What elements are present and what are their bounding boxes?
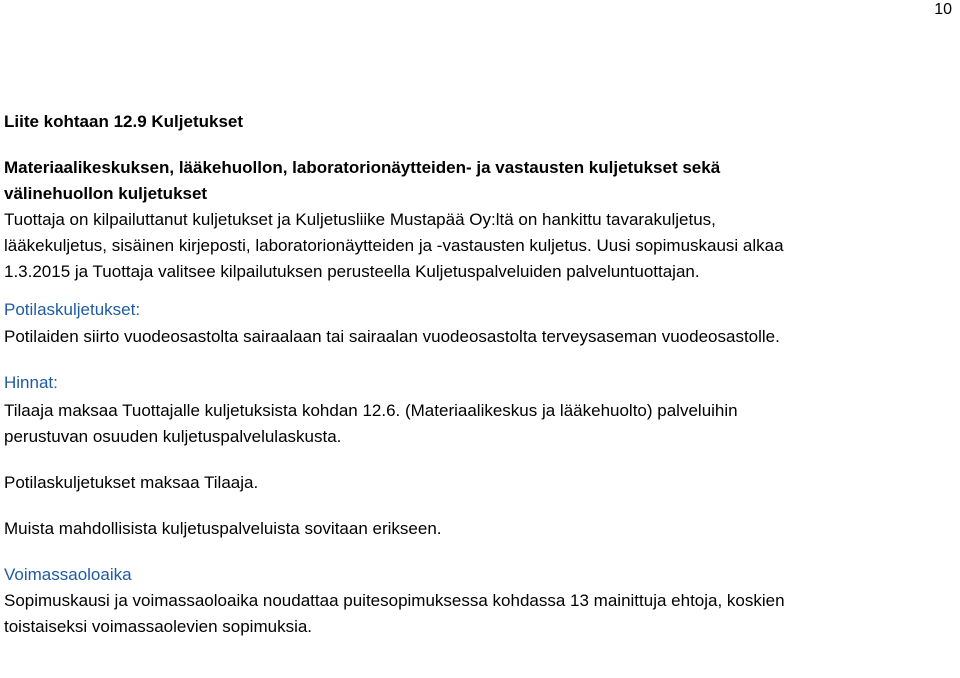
patient-payment-text: Potilaskuljetukset maksaa Tilaaja. xyxy=(4,473,259,492)
intro-line-3: 1.3.2015 ja Tuottaja valitsee kilpailutuksen perusteella Kuljetuspalveluiden palveluntuottajan. xyxy=(4,262,700,281)
document-body xyxy=(4,109,944,640)
section-title-line-1: Materiaalikeskuksen, lääkehuollon, laboratorionäytteiden- ja vastausten kuljetukset sekä xyxy=(4,158,721,177)
patient-transport-text: Potilaiden siirto vuodeosastolta sairaalaan tai sairaalan vuodeosastolta terveysaseman vuodeosastolle. xyxy=(4,327,780,346)
prices-line-2: perustuvan osuuden kuljetuspalvelulaskusta. xyxy=(4,427,342,446)
prices-heading: Hinnat: xyxy=(4,373,58,392)
page-number: 10 xyxy=(934,1,952,18)
intro-line-1: Tuottaja on kilpailuttanut kuljetukset ja Kuljetusliike Mustapää Oy:ltä on hankittu tavarakuljetus, xyxy=(4,210,716,229)
validity-line-1: Sopimuskausi ja voimassaoloaika noudattaa puitesopimuksessa kohdassa 13 mainittuja ehtoja, koskien xyxy=(4,591,785,610)
intro-line-2: lääkekuljetus, sisäinen kirjeposti, laboratorionäytteiden ja -vastausten kuljetus. Uusi sopimuskausi alkaa xyxy=(4,236,784,255)
patient-transport-heading: Potilaskuljetukset: xyxy=(4,300,141,319)
prices-line-1: Tilaaja maksaa Tuottajalle kuljetuksista kohdan 12.6. (Materiaalikeskus ja lääkehuolto) palveluihin xyxy=(4,401,738,420)
other-services-text: Muista mahdollisista kuljetuspalveluista sovitaan erikseen. xyxy=(4,519,442,538)
validity-heading: Voimassaoloaika xyxy=(4,565,132,584)
document-heading: Liite kohtaan 12.9 Kuljetukset xyxy=(4,112,244,131)
section-title-line-2: välinehuollon kuljetukset xyxy=(4,184,208,203)
validity-line-2: toistaiseksi voimassaolevien sopimuksia. xyxy=(4,617,313,636)
